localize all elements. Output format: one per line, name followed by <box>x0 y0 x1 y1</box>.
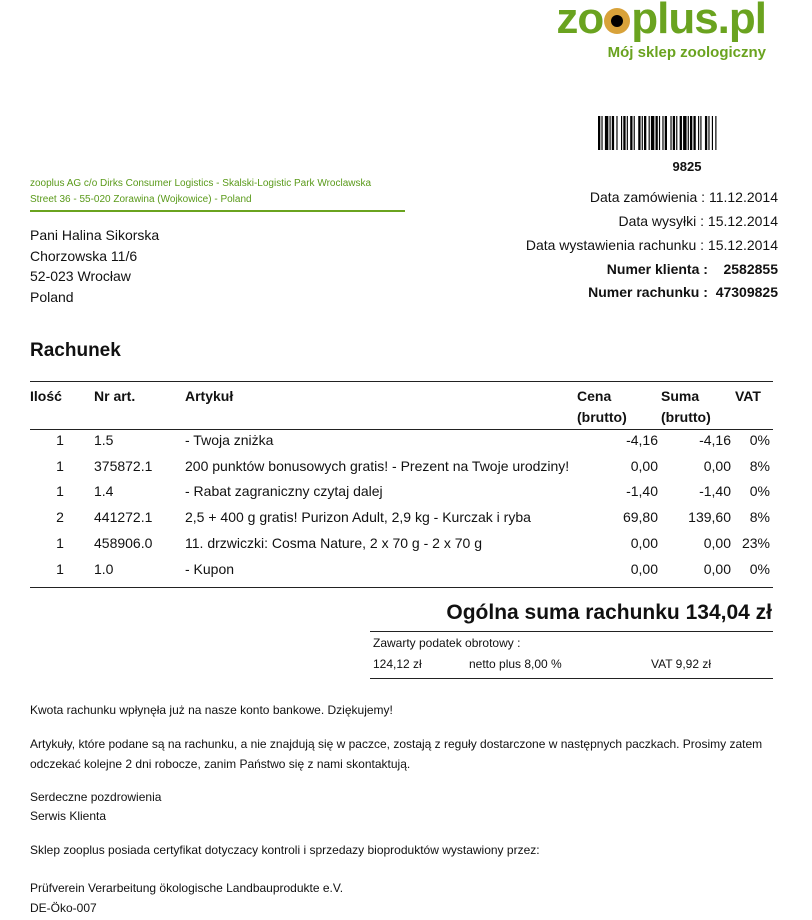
cell-item: - Kupon <box>185 560 235 577</box>
sender-line: Street 36 - 55-020 Zorawina (Wojkowice) - Poland <box>30 194 252 205</box>
cell-art-no: 458906.0 <box>94 534 153 551</box>
barcode-bar <box>680 116 682 150</box>
cell-sum: -1,40 <box>699 483 731 500</box>
barcode-bar <box>676 116 677 150</box>
summary-bottom-rule <box>370 678 773 679</box>
cell-price: 0,00 <box>630 457 658 474</box>
zooplus-logo: zo plus.pl <box>556 0 766 43</box>
tax-net-desc: netto plus 8,00 % <box>469 657 562 671</box>
invoice-total: Ogólna suma rachunku 134,04 zł <box>446 601 772 624</box>
barcode-bar <box>715 116 716 150</box>
recipient-name: Pani Halina Sikorska <box>30 227 160 243</box>
sender-address <box>30 176 405 212</box>
recipient-address <box>30 225 159 307</box>
cell-qty: 1 <box>56 560 64 577</box>
invoice-date: Data wystawienia rachunku : 15.12.2014 <box>525 237 778 253</box>
barcode-bar <box>693 116 695 150</box>
ship-date: Data wysyłki : 15.12.2014 <box>618 213 778 229</box>
cell-item: - Rabat zagraniczny czytaj dalej <box>185 483 383 500</box>
col-header-qty: Ilość <box>30 388 62 404</box>
summary-rule <box>370 631 773 632</box>
barcode-bar <box>673 116 675 150</box>
table-bottom-rule <box>30 587 773 588</box>
cell-qty: 1 <box>56 483 64 500</box>
barcode-bar <box>688 116 689 150</box>
barcode-bar <box>598 116 600 150</box>
barcode-bar <box>665 116 667 150</box>
cell-item: - Twoja zniżka <box>185 432 274 448</box>
col-header-price: Cena (brutto) <box>577 388 627 425</box>
barcode-bar <box>610 116 611 150</box>
certificate-note: Sklep zooplus posiada certyfikat dotyczacy kontroli i sprzedazy bioproduktów wystawiony przez: <box>30 843 540 857</box>
logo-eye-icon <box>604 8 630 34</box>
cell-price: 0,00 <box>630 534 658 551</box>
barcode-bar <box>649 116 650 150</box>
cell-vat: 0% <box>749 432 770 448</box>
greeting: Serdeczne pozdrowienia <box>30 790 162 804</box>
barcode-bar <box>712 116 713 150</box>
payment-note: Kwota rachunku wpłynęła już na nasze konto bankowe. Dziękujemy! <box>30 703 393 717</box>
cell-vat: 8% <box>749 457 770 474</box>
barcode-number: 9825 <box>672 159 702 174</box>
col-header-vat: VAT <box>735 388 761 404</box>
cell-price: -1,40 <box>626 483 658 500</box>
cell-qty: 1 <box>56 432 64 448</box>
cell-art-no: 1.4 <box>94 483 114 500</box>
barcode-bar <box>644 116 646 150</box>
barcode-bar <box>683 116 686 150</box>
sender-line: zooplus AG c/o Dirks Consumer Logistics - Skalski-Logistic Park Wroclawska <box>30 178 372 189</box>
tax-label: Zawarty podatek obrotowy : <box>373 636 521 650</box>
barcode-bar <box>662 116 663 150</box>
barcode-bar <box>623 116 625 150</box>
document-title: Rachunek <box>30 340 121 361</box>
certifier-code: DE-Öko-007 <box>30 901 97 915</box>
cell-sum: 0,00 <box>703 534 731 551</box>
barcode <box>598 116 776 150</box>
cell-sum: 139,60 <box>688 509 731 526</box>
barcode-bar <box>627 116 628 150</box>
cell-item: 11. drzwiczki: Cosma Nature, 2 x 70 g - 2 x 70 g <box>185 534 482 551</box>
certifier-name: Prüfverein Verarbeitung ökologische Landbauprodukte e.V. <box>30 881 344 895</box>
barcode-bar <box>698 116 699 150</box>
cell-vat: 23% <box>741 534 770 551</box>
cell-art-no: 1.5 <box>94 432 114 448</box>
cell-qty: 1 <box>56 534 64 551</box>
cell-vat: 8% <box>749 509 770 526</box>
cell-qty: 1 <box>56 457 64 474</box>
signature: Serwis Klienta <box>30 809 107 823</box>
barcode-bar <box>621 116 622 150</box>
logo-tagline: Mój sklep zoologiczny <box>607 44 766 61</box>
invoice-number: Numer rachunku : 47309825 <box>588 284 778 300</box>
barcode-bar <box>605 116 608 150</box>
cell-price: 0,00 <box>630 560 658 577</box>
customer-number: Numer klienta : 2582855 <box>606 261 778 277</box>
cell-sum: 0,00 <box>703 560 731 577</box>
cell-vat: 0% <box>749 560 770 577</box>
table-header-rule <box>30 429 773 430</box>
barcode-bar <box>670 116 671 150</box>
cell-item: 2,5 + 400 g gratis! Purizon Adult, 2,9 kg - Kurczak i ryba <box>185 509 531 526</box>
barcode-bar <box>630 116 632 150</box>
cell-art-no: 1.0 <box>94 560 114 577</box>
barcode-bar <box>601 116 602 150</box>
recipient-street: Chorzowska 11/6 <box>30 247 138 264</box>
tax-net: 124,12 zł <box>373 657 422 671</box>
col-header-art-no: Nr art. <box>94 388 136 404</box>
cell-price: 69,80 <box>622 509 658 526</box>
cell-art-no: 375872.1 <box>94 457 153 474</box>
barcode-bar <box>656 116 658 150</box>
barcode-bar <box>638 116 640 150</box>
barcode-bar <box>659 116 660 150</box>
cell-sum: -4,16 <box>699 432 731 448</box>
barcode-bar <box>642 116 643 150</box>
barcode-bar <box>705 116 707 150</box>
barcode-bar <box>700 116 701 150</box>
cell-qty: 2 <box>56 509 64 526</box>
barcode-bar <box>612 116 614 150</box>
barcode-bar <box>708 116 709 150</box>
barcode-bar <box>634 116 635 150</box>
col-header-sum: Suma (brutto) <box>661 388 711 425</box>
delivery-note: Artykuły, które podane są na rachunku, a nie znajdują się w paczce, zostają z reguły dostarczone w następnych paczkach. Prosimy zatem odczekać kolejne 2 dni robocze, zanim Państwo się z nami skontaktują. <box>30 737 763 771</box>
recipient-country: Poland <box>30 288 74 305</box>
cell-item: 200 punktów bonusowych gratis! - Prezent na Twoje urodziny! <box>185 457 570 474</box>
cell-art-no: 441272.1 <box>94 509 153 526</box>
barcode-bar <box>690 116 692 150</box>
table-top-rule <box>30 381 773 382</box>
cell-price: -4,16 <box>626 432 658 448</box>
order-date: Data zamówienia : 11.12.2014 <box>589 189 778 205</box>
recipient-city: 52-023 Wrocław <box>30 268 131 284</box>
barcode-bar <box>651 116 654 150</box>
tax-vat: VAT 9,92 zł <box>651 657 712 671</box>
barcode-bar <box>616 116 617 150</box>
cell-vat: 0% <box>749 483 770 500</box>
cell-sum: 0,00 <box>703 457 731 474</box>
col-header-item: Artykuł <box>185 388 234 404</box>
